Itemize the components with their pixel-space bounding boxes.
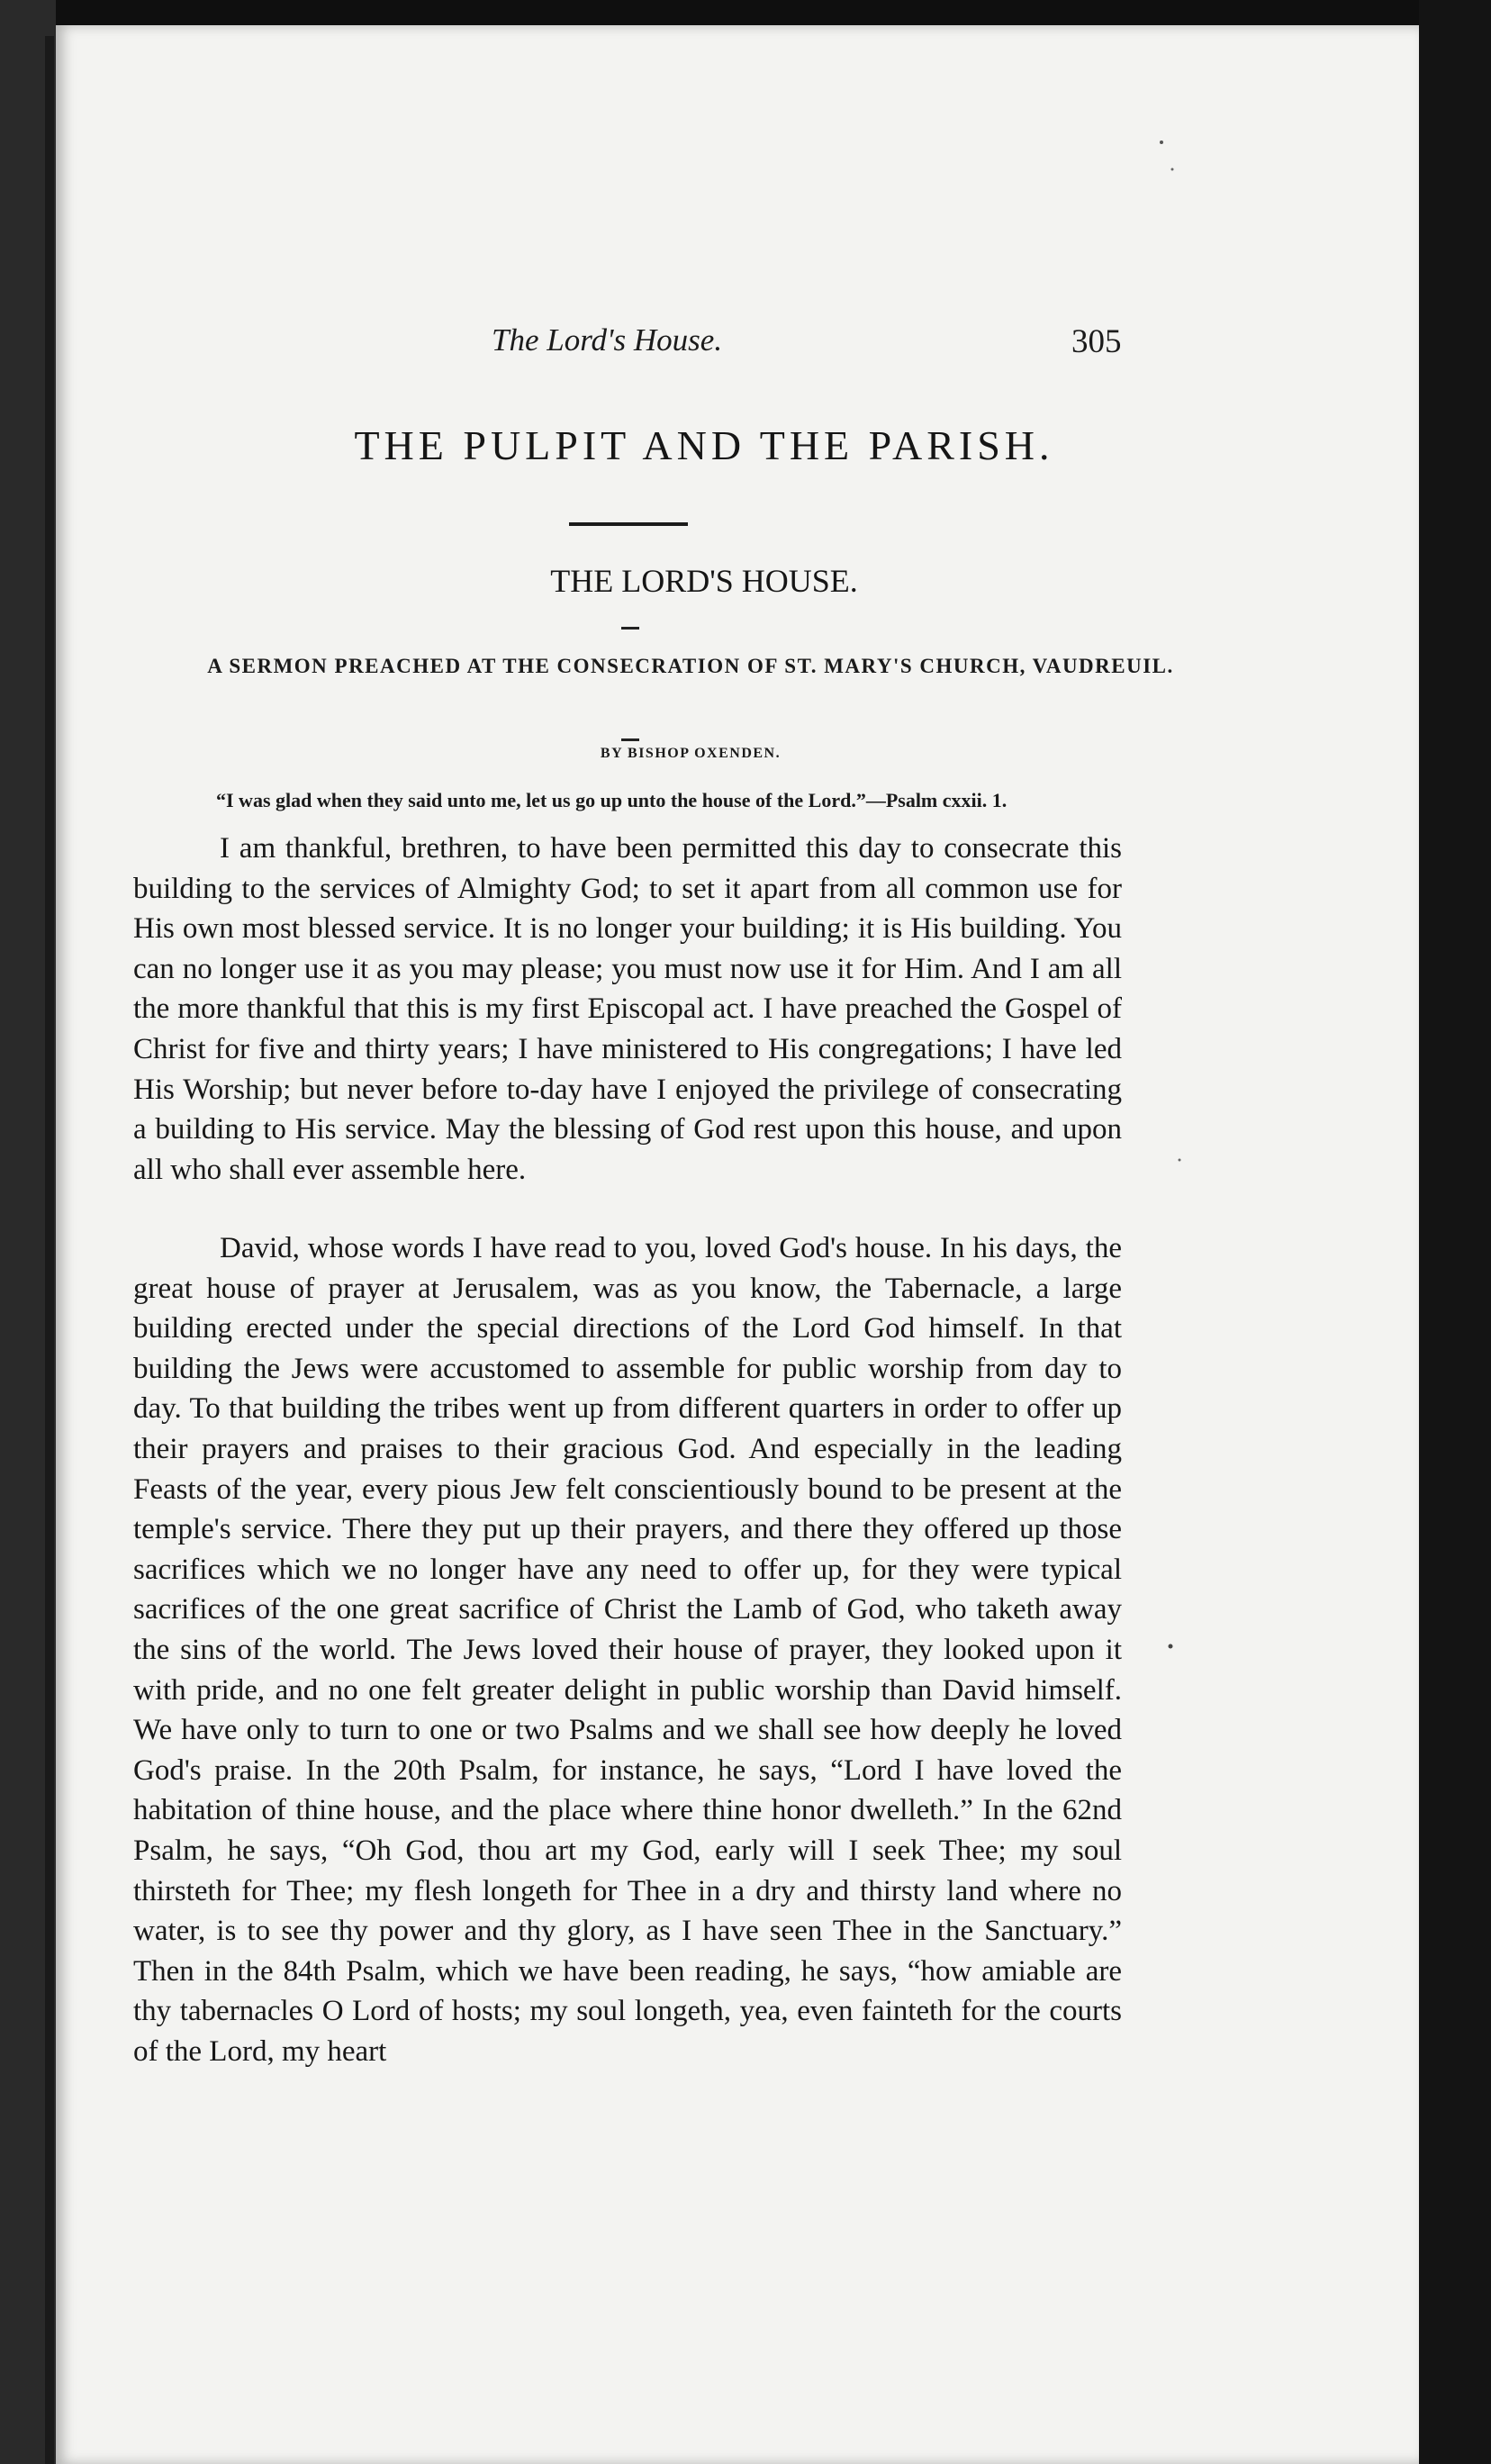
speck-mark [1179,1159,1181,1162]
body-paragraph: David, whose words I have read to you, loved God's house. In his days, the great house of prayer at Jerusalem, was as you know, the Tabernacle, a large building erected under the special directions of the Lord God himself. In that building the Jews were accustomed to assemble for public worship from day to day. To that building the tribes went up from different quarters in order to offer up their prayers and praises to their gracious God. And especially in the leading Feasts of the year, every pious Jew felt conscientiously bound to be present at the temple's service. There they put up their prayers, and there they offered up those sacrifices which we no longer have any need to offer up, for they were typical sacrifices of the one great sacrifice of Christ the Lamb of God, who taketh away the sins of the world. The Jews loved their house of prayer, they looked upon it with pride, and no one felt greater delight in public worship than David himself. We have only to turn to one or two Psalms and we shall see how deeply he loved God's praise. In the 20th Psalm, for instance, he says, “Lord I have loved the habitation of thine house, and the place where thine honor dwelleth.” In the 62nd Psalm, he says, “Oh God, thou art my God, early will I seek Thee; my soul thirsteth for Thee; my flesh longeth for Thee in a dry and thirsty land where no water, is to see thy power and thy glory, as I have seen Thee in the Sanctuary.” Then in the 84th Psalm, which we have been reading, he says, “how amiable are thy tabernacles O Lord of hosts; my soul longeth, yea, even fainteth for the courts of the Lord, my heart [133,1232,1122,2068]
speck-mark [1160,140,1163,144]
scan-right-border [1419,0,1491,2464]
scan-specks [56,25,1419,2464]
speck-mark [1169,1644,1173,1649]
book-page [56,25,1419,2464]
sermon-subtitle: A SERMON PREACHED AT THE CONSECRATION OF ST. MARY'S CHURCH, VAUDREUIL. [207,655,1174,677]
section-title: THE PULPIT AND THE PARISH. [354,422,1054,468]
speck-mark [1171,168,1174,171]
binding-shadow [45,36,54,2464]
epigraph: “I was glad when they said unto me, let us go up unto the house of the Lord.”—Psalm cxxii. 1. [216,789,1008,811]
body-paragraph: I am thankful, brethren, to have been permitted this day to consecrate this building to the services of Almighty God; to set it apart from all common use for His own most blessed service. It is no longer your building; it is His building. You can no longer use it as you may please; you must now use it for Him. And I am all the more thankful that this is my first Episcopal act. I have preached the Gospel of Christ for five and thirty years; I have ministered to His congregations; I have led His Worship; but never before to-day have I enjoyed the privilege of consecrating a building to His service. May the blessing of God rest upon this house, and upon all who shall ever assemble here. [133,832,1122,1186]
page-number: 305 [1071,323,1122,360]
sermon-title: THE LORD'S HOUSE. [550,563,858,599]
running-head-title: The Lord's House. [492,322,723,358]
sermon-byline: BY BISHOP OXENDEN. [600,746,782,761]
